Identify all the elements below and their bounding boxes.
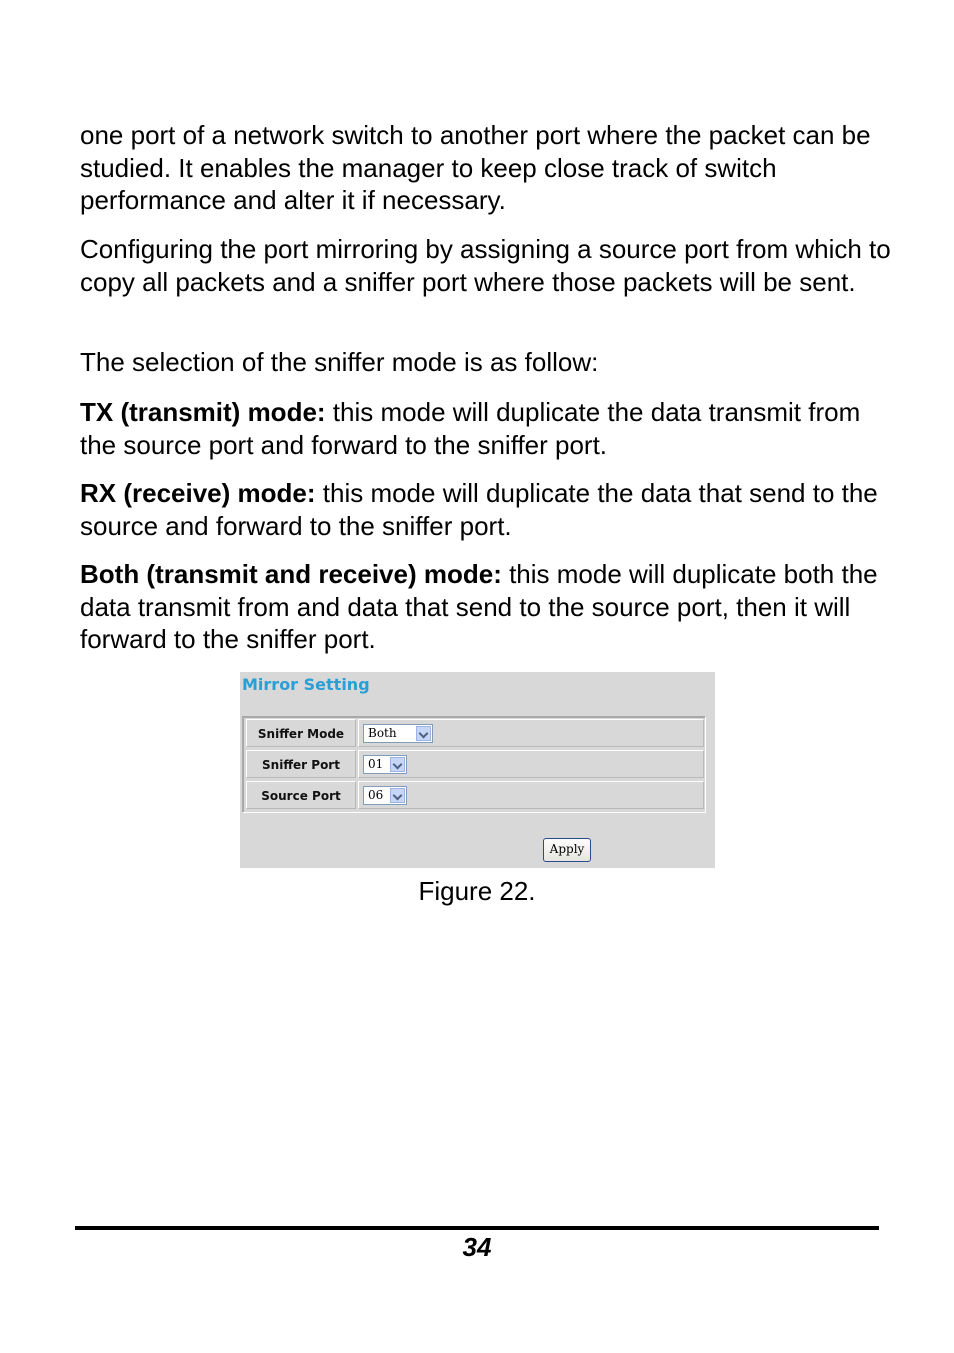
figure-caption: Figure 22. [418, 876, 536, 906]
sniffer-mode-label: Sniffer Mode [246, 719, 356, 747]
rx-mode-term: RX (receive) mode: [80, 478, 316, 508]
apply-button[interactable]: Apply [543, 838, 591, 862]
sniffer-port-cell [358, 750, 704, 778]
paragraph-tx-mode [80, 396, 892, 461]
sniffer-mode-value: Both [368, 726, 397, 740]
paragraph-both-mode [80, 558, 892, 656]
page-number: 34 [462, 1232, 492, 1262]
tx-mode-text: this mode will duplicate the data transmit from the source port and forward to the sniffer port. [80, 397, 861, 460]
paragraph-rx-mode [80, 477, 892, 542]
source-port-cell [358, 781, 704, 809]
source-port-label: Source Port [246, 781, 356, 809]
sniffer-mode-select[interactable] [363, 724, 433, 743]
tx-mode-term: TX (transmit) mode: [80, 397, 326, 427]
paragraph-selection: The selection of the sniffer mode is as follow: [80, 347, 599, 377]
sniffer-port-label: Sniffer Port [246, 750, 356, 778]
sniffer-port-row [246, 750, 704, 778]
source-port-select[interactable] [363, 786, 407, 805]
source-port-row [246, 781, 704, 809]
chevron-down-icon[interactable] [416, 726, 431, 741]
both-mode-text: this mode will duplicate both the data transmit from and data that send to the source port, then it will forward to the sniffer port. [80, 559, 878, 654]
sniffer-mode-row [246, 719, 704, 747]
chevron-down-icon[interactable] [390, 757, 405, 772]
sniffer-port-select[interactable] [363, 755, 407, 774]
sniffer-port-value: 01 [368, 757, 384, 771]
source-port-value: 06 [368, 788, 384, 802]
mirror-setting-title: Mirror Setting [242, 675, 370, 694]
both-mode-term: Both (transmit and receive) mode: [80, 559, 502, 589]
chevron-down-icon[interactable] [390, 788, 405, 803]
rx-mode-text: this mode will duplicate the data that send to the source and forward to the sniffer port. [80, 478, 878, 541]
paragraph-intro: one port of a network switch to another port where the packet can be studied. It enables the manager to keep close track of switch performance and alter it if necessary. [80, 120, 871, 215]
mirror-setting-screenshot [240, 672, 715, 868]
footer-divider [75, 1226, 879, 1230]
paragraph-configuring: Configuring the port mirroring by assigning a source port from which to copy all packets and a sniffer port where those packets will be sent. [80, 234, 891, 297]
sniffer-mode-cell [358, 719, 704, 747]
mirror-settings-table [242, 716, 706, 813]
